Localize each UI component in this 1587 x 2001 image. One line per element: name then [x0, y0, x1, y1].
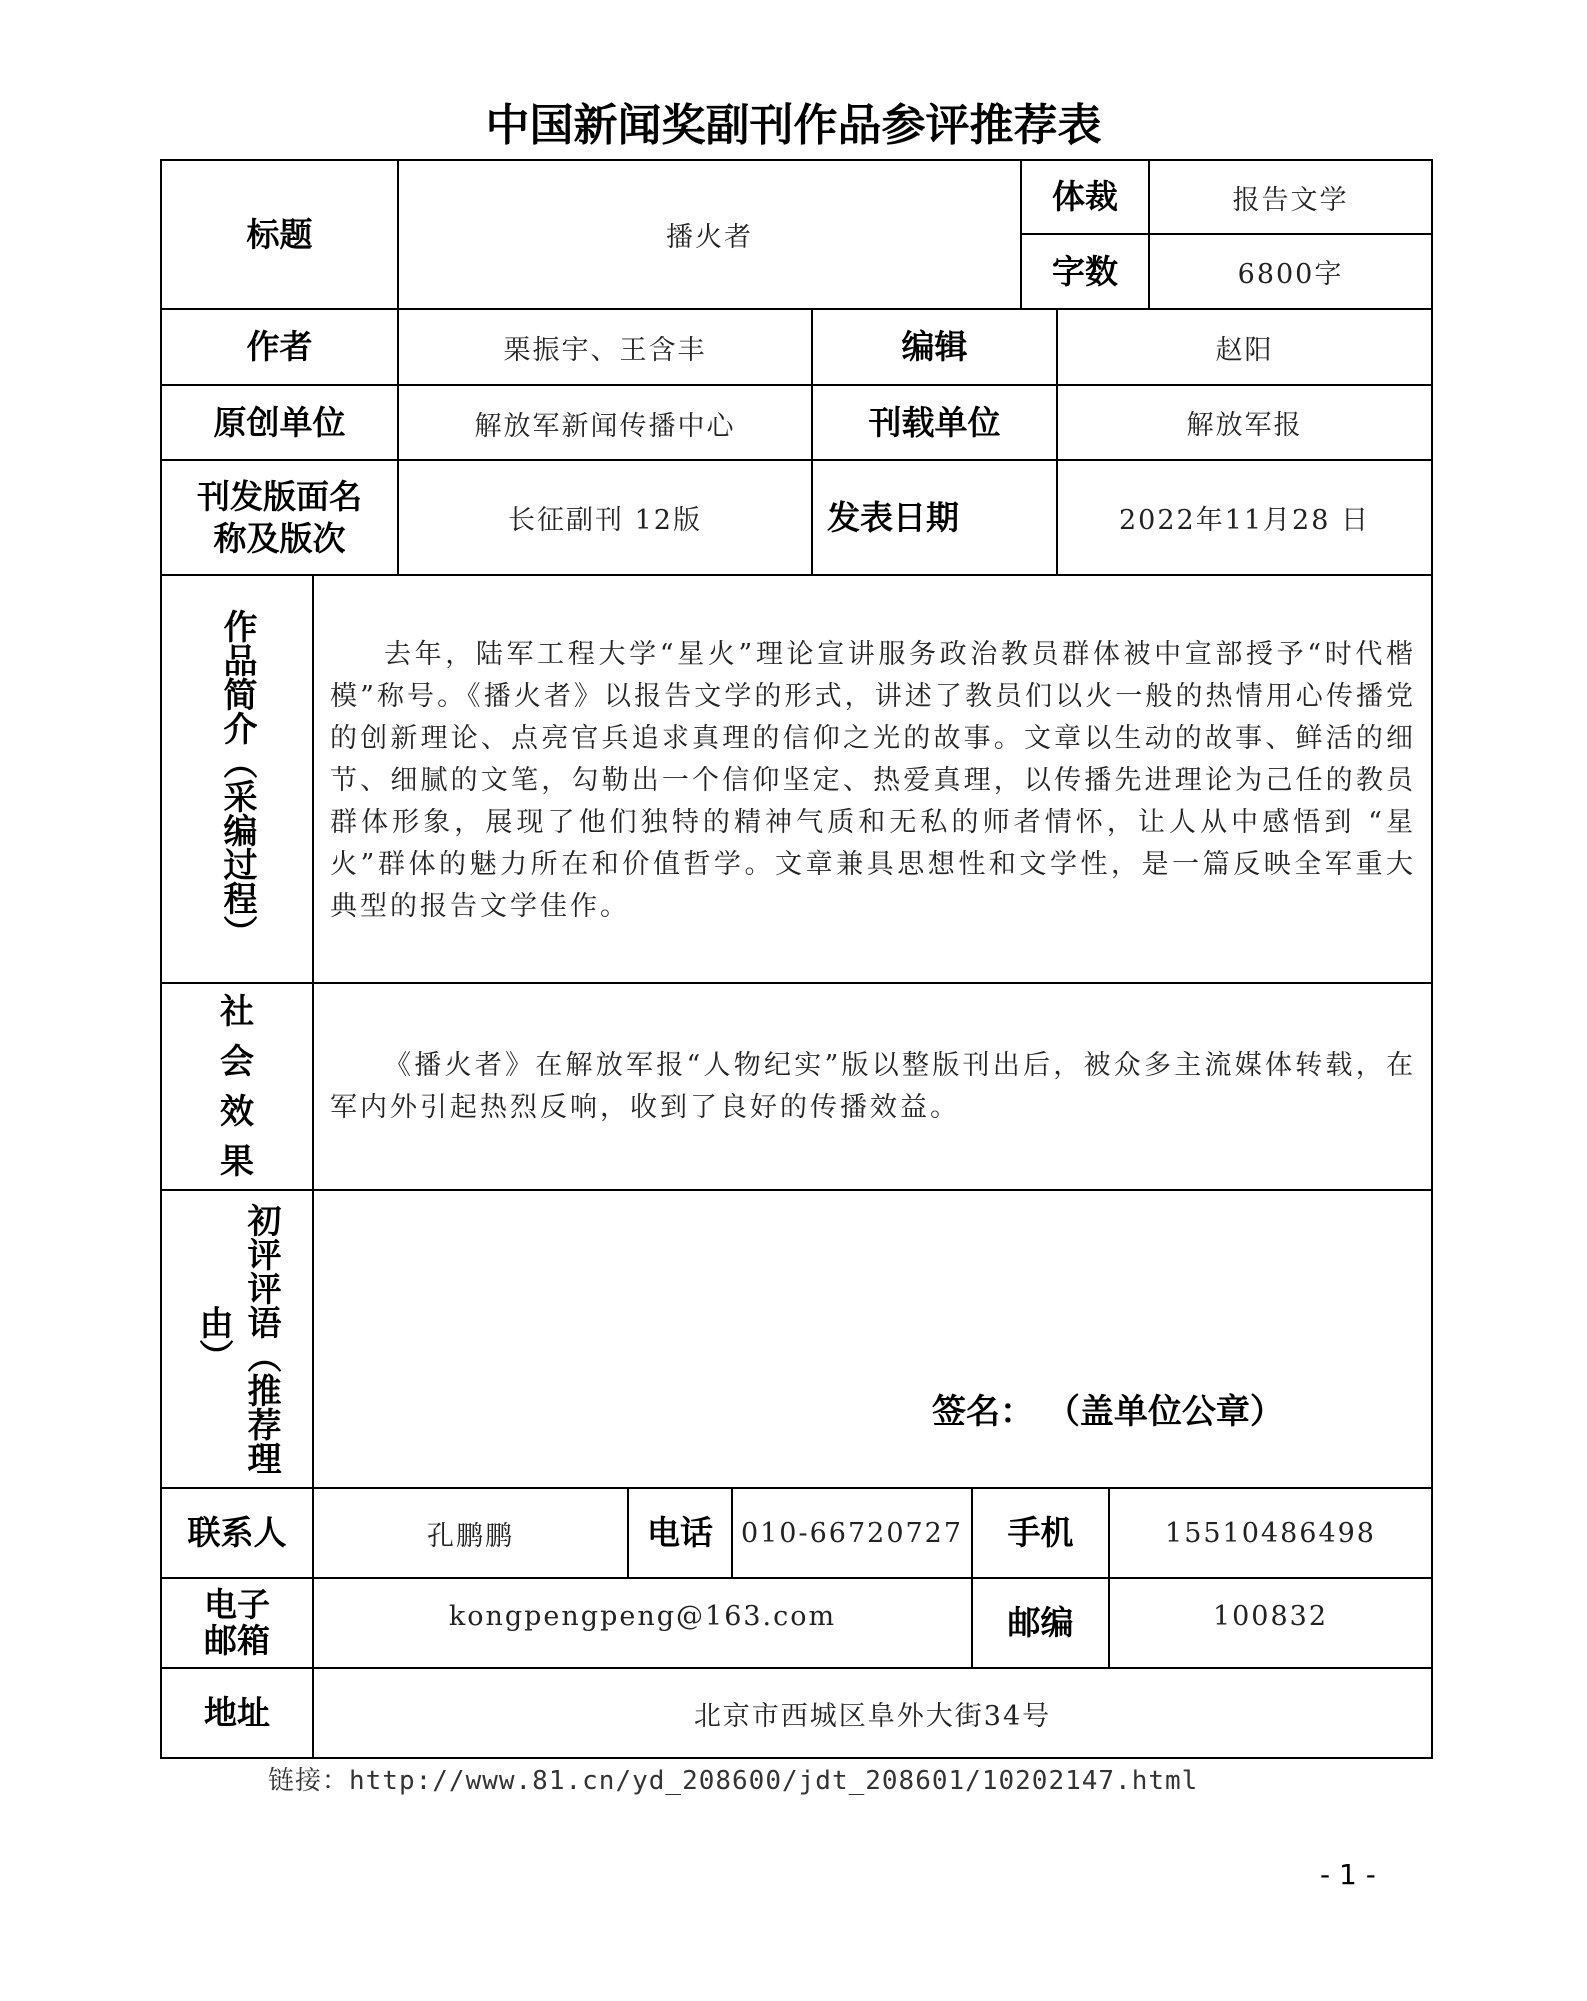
- review-label: [162, 1191, 312, 1487]
- genre-value: 报告文学: [1232, 184, 1349, 216]
- editor-value: 赵阳: [1215, 335, 1274, 366]
- intro-label: [162, 576, 312, 982]
- title-value: 播火者: [666, 222, 753, 253]
- review-label-text: 初评评语（推荐理由）: [193, 1203, 281, 1475]
- mobile-label: 手机: [1007, 1513, 1074, 1552]
- effect-label: [162, 984, 312, 1189]
- phone-value: 010-66720727: [740, 1517, 964, 1549]
- mobile-value: 15510486498: [1165, 1517, 1376, 1549]
- editor-label: 编辑: [901, 327, 968, 366]
- postcode-label: 邮编: [1007, 1603, 1074, 1642]
- page-name-label-line2: 称及版次: [213, 518, 346, 558]
- page-name-label: [162, 461, 397, 574]
- author-value: 栗振宇、王含丰: [503, 335, 707, 366]
- page-name-value: 长征副刊 12版: [508, 505, 702, 536]
- postcode-value: 100832: [1212, 1601, 1329, 1632]
- email-label-line1: 电子: [204, 1585, 270, 1624]
- page-name-label-line1: 刊发版面名: [197, 476, 362, 516]
- email-label-line2: 邮箱: [204, 1621, 270, 1660]
- page-number: - 1 -: [1320, 1858, 1376, 1891]
- effect-text: 《播火者》在解放军报“人物纪实”版以整版刊出后，被众多主流媒体转载，在军内外引起热烈反响，收到了良好的传播效益。: [330, 1050, 1416, 1123]
- publishing-unit-label: 刊载单位: [868, 402, 1001, 442]
- wordcount-label: 字数: [1052, 251, 1118, 291]
- signature-seal-line: 签名： （盖单位公章）: [932, 1392, 1284, 1432]
- email-label: [162, 1579, 312, 1667]
- genre-label: 体裁: [1052, 177, 1118, 216]
- address-value: 北京市西城区阜外大街34号: [693, 1700, 1052, 1732]
- effect-label-text: 社会效果: [220, 991, 254, 1182]
- wordcount-value: 6800字: [1237, 259, 1344, 290]
- original-unit-value: 解放军新闻传播中心: [474, 411, 736, 442]
- document-title: 中国新闻奖副刊作品参评推荐表: [485, 100, 1102, 151]
- address-label: 地址: [204, 1693, 270, 1732]
- publish-date-label: 发表日期: [827, 497, 959, 537]
- source-link[interactable]: 链接：http://www.81.cn/yd_208600/jdt_208601/10202147.html: [268, 1766, 1199, 1796]
- title-label: 标题: [246, 214, 313, 254]
- contact-label: 联系人: [187, 1513, 287, 1552]
- intro-text: 去年，陆军工程大学“星火”理论宣讲服务政治教员群体被中宣部授予“时代楷模”称号。《播火者》以报告文学的形式，讲述了教员们以火一般的热情用心传播党的创新理论、点亮官兵追求真理的信仰之光的故事。文章以生动的故事、鲜活的细节、细腻的文笔，勾勒出一个信仰坚定、热爱真理，以传播先进理论为己任的教员群体形象，展现了他们独特的精神气质和无私的师者情怀，让人从中感悟到 “星火”群体的魅力所在和价值哲学。文章兼具思想性和文学性，是一篇反映全军重大典型的报告文学佳作。: [330, 639, 1416, 922]
- publish-date-value: 2022年11月28 日: [1118, 505, 1370, 536]
- email-value: kongpengpeng@163.com: [448, 1601, 837, 1632]
- phone-label: 电话: [647, 1513, 713, 1552]
- contact-value: 孔鹏鹏: [427, 1520, 514, 1552]
- intro-label-text: 作品简介（采编过程）: [217, 609, 257, 949]
- author-label: 作者: [246, 327, 313, 366]
- original-unit-label: 原创单位: [213, 402, 346, 442]
- publishing-unit-value: 解放军报: [1186, 410, 1303, 441]
